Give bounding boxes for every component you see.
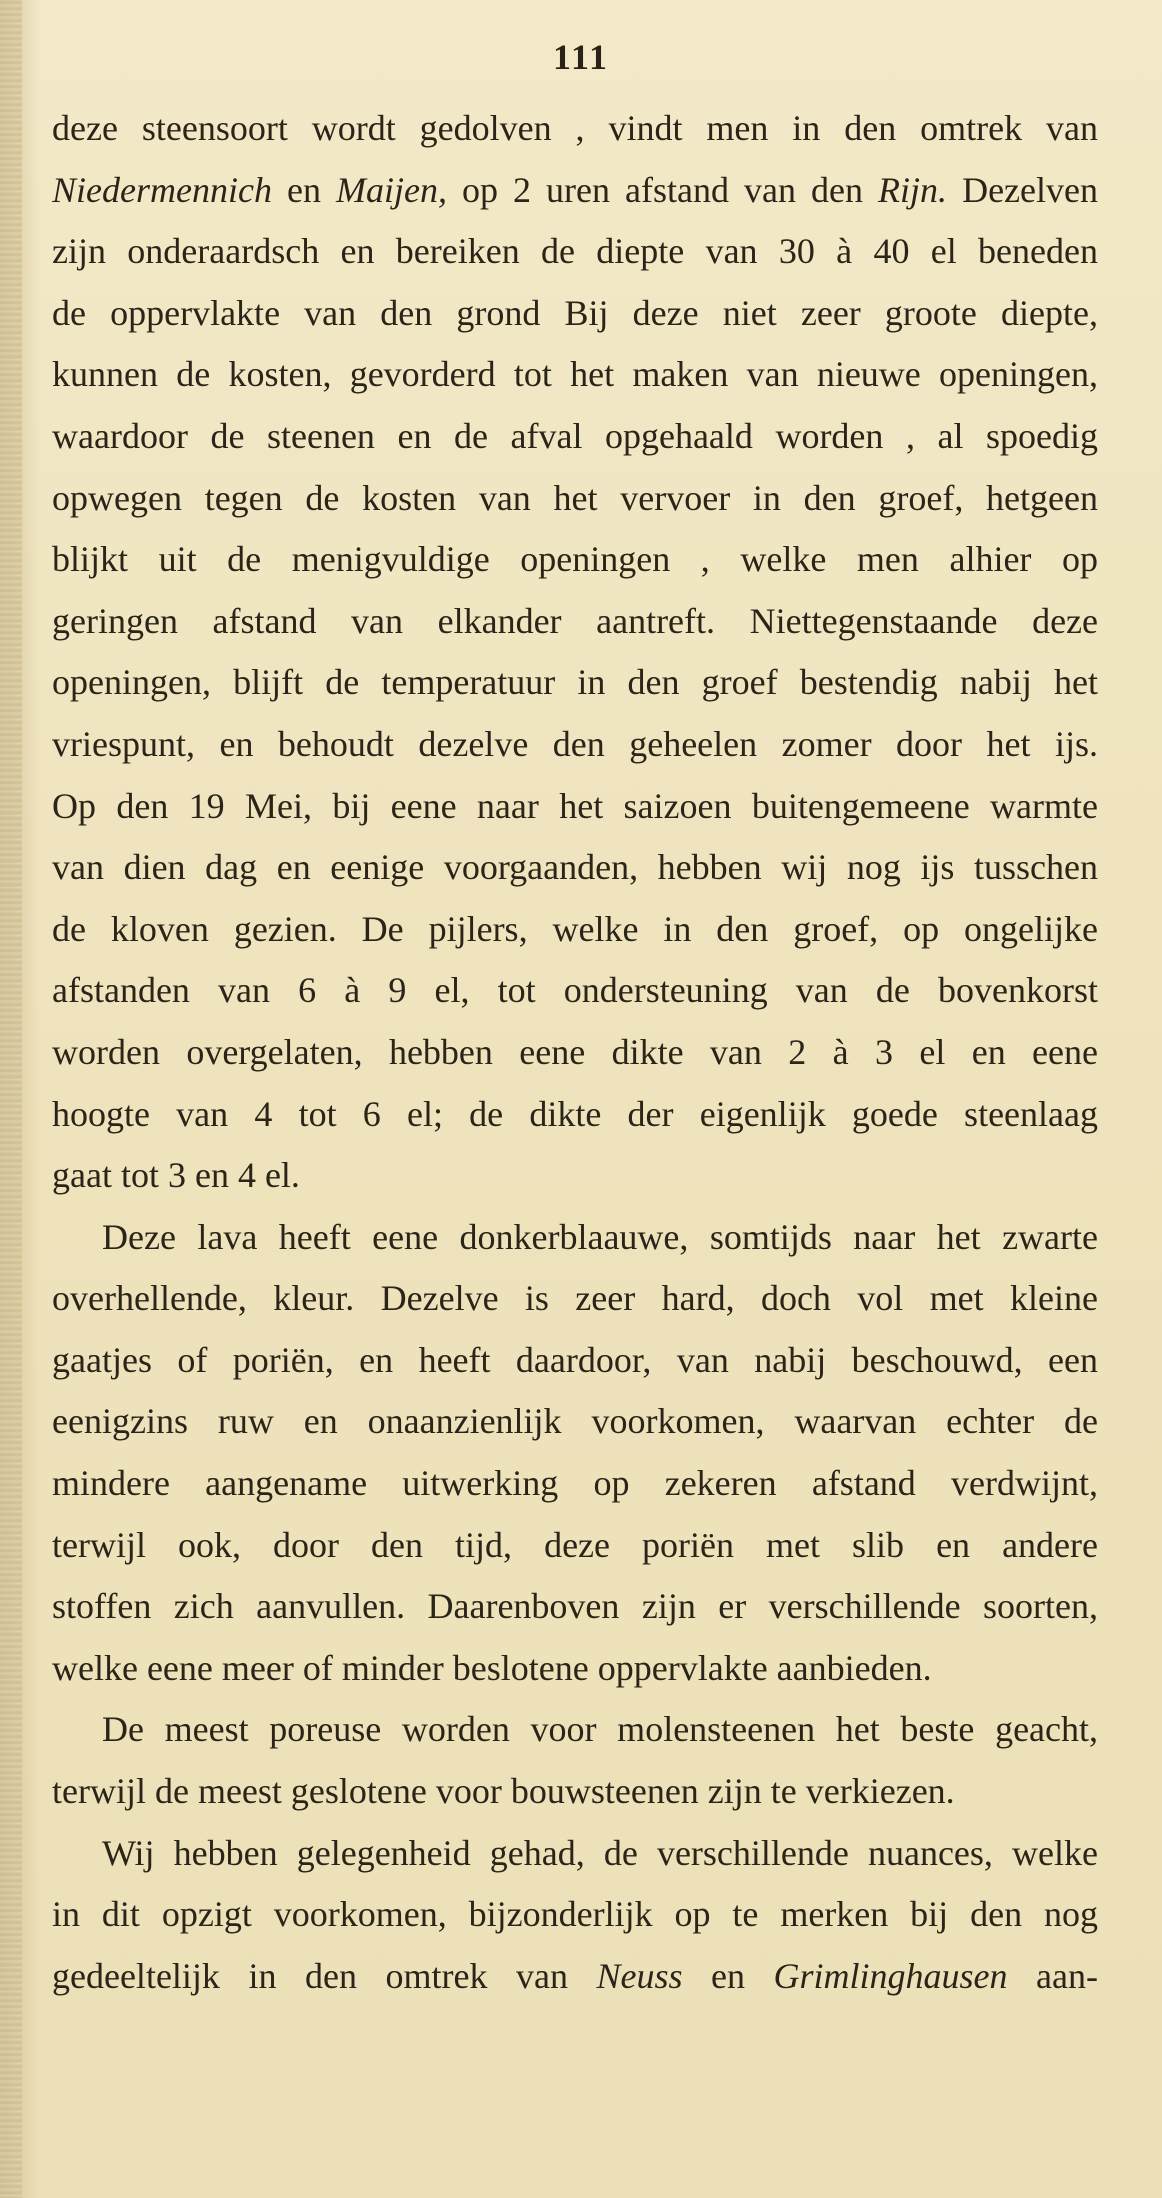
text-line — [52, 1145, 1098, 1207]
text-line — [52, 283, 1098, 345]
text-line — [52, 591, 1098, 653]
italic-text: Grimlinghausen — [773, 1955, 1008, 1996]
text-segment: terwijl de meest geslotene voor bouwsteenen zijn te verkiezen. — [52, 1771, 955, 1812]
text-segment: hoogte van 4 tot 6 el; de dikte der eigenlijk goede steenlaag — [52, 1093, 1098, 1134]
page-binding-edge — [0, 0, 22, 2198]
text-segment: zijn onderaardsch en bereiken de diepte van 30 à 40 el beneden — [52, 231, 1098, 272]
text-segment: deze steensoort wordt gedolven , vindt men in den omtrek van — [52, 108, 1098, 148]
text-segment: afstanden van 6 à 9 el, tot ondersteuning van de bovenkorst — [52, 970, 1098, 1011]
text-segment: en — [271, 169, 336, 210]
text-segment: eenigzins ruw en onaanzienlijk voorkomen, waarvan echter de — [52, 1401, 1098, 1442]
text-segment: overhellende, kleur. Dezelve is zeer hard, doch vol met kleine — [52, 1278, 1098, 1319]
text-segment: mindere aangename uitwerking op zekeren afstand verdwijnt, — [52, 1463, 1098, 1504]
text-line — [52, 1084, 1098, 1146]
text-segment: aan- — [1007, 1955, 1098, 1996]
text-line — [52, 468, 1098, 530]
text-segment: op 2 uren afstand van den — [446, 169, 879, 210]
text-line — [52, 1946, 1098, 2008]
text-line — [52, 1699, 1098, 1761]
text-segment: de kloven gezien. De pijlers, welke in den groef, op ongelijke — [52, 908, 1098, 949]
text-segment: kunnen de kosten, gevorderd tot het maken van nieuwe openingen, — [52, 354, 1098, 395]
text-segment: Dezelven — [947, 169, 1098, 210]
italic-text: Neuss — [596, 1955, 683, 1996]
text-segment: gaat tot 3 en 4 el. — [52, 1155, 300, 1196]
text-line — [52, 652, 1098, 714]
text-segment: De meest poreuse worden voor molensteenen het beste geacht, — [102, 1709, 1098, 1750]
body-text — [52, 98, 1098, 2007]
text-line — [52, 1515, 1098, 1577]
text-segment: welke eene meer of minder beslotene oppervlakte aanbieden. — [52, 1647, 932, 1688]
text-line — [52, 1207, 1098, 1269]
text-line — [52, 1268, 1098, 1330]
text-segment: worden overgelaten, hebben eene dikte van 2 à 3 el en eene — [52, 1031, 1098, 1072]
text-segment: gaatjes of poriën, en heeft daardoor, van nabij beschouwd, een — [52, 1339, 1098, 1380]
text-segment: van dien dag en eenige voorgaanden, hebben wij nog ijs tusschen — [52, 847, 1098, 888]
text-line — [52, 529, 1098, 591]
text-line — [52, 160, 1098, 222]
text-line — [52, 98, 1098, 160]
text-segment: in dit opzigt voorkomen, bijzonderlijk op te merken bij den nog — [52, 1894, 1098, 1935]
text-segment: vriespunt, en behoudt dezelve den geheelen zomer door het ijs. — [52, 723, 1098, 764]
text-line — [52, 1453, 1098, 1515]
text-line — [52, 1761, 1098, 1823]
italic-text: Rijn. — [878, 169, 948, 210]
text-line — [52, 1884, 1098, 1946]
italic-text: Niedermennich — [52, 169, 272, 210]
text-line — [52, 1823, 1098, 1885]
text-line — [52, 837, 1098, 899]
text-line — [52, 1391, 1098, 1453]
text-line — [52, 221, 1098, 283]
text-segment: terwijl ook, door den tijd, deze poriën met slib en andere — [52, 1524, 1098, 1565]
text-segment: en — [682, 1955, 774, 1996]
text-segment: Op den 19 Mei, bij eene naar het saizoen buitengemeene warmte — [52, 785, 1098, 826]
text-segment: stoffen zich aanvullen. Daarenboven zijn er verschillende soorten, — [52, 1586, 1098, 1627]
text-line — [52, 960, 1098, 1022]
text-line — [52, 776, 1098, 838]
text-segment: opwegen tegen de kosten van het vervoer in den groef, hetgeen — [52, 477, 1098, 518]
text-line — [52, 344, 1098, 406]
text-segment: openingen, blijft de temperatuur in den groef bestendig nabij het — [52, 662, 1098, 703]
text-segment: gedeeltelijk in den omtrek van — [52, 1955, 597, 1996]
text-segment: blijkt uit de menigvuldige openingen , welke men alhier op — [52, 539, 1098, 580]
text-segment: de oppervlakte van den grond Bij deze niet zeer groote diepte, — [52, 292, 1098, 333]
text-segment: geringen afstand van elkander aantreft. Niettegenstaande deze — [52, 600, 1098, 641]
text-segment: Wij hebben gelegenheid gehad, de verschillende nuances, welke — [102, 1832, 1098, 1873]
text-line — [52, 1576, 1098, 1638]
italic-text: Maijen, — [335, 169, 447, 210]
text-line — [52, 714, 1098, 776]
page-number: 111 — [552, 37, 610, 77]
text-line — [52, 1022, 1098, 1084]
text-line — [52, 406, 1098, 468]
text-segment: waardoor de steenen en de afval opgehaald worden , al spoedig — [52, 415, 1098, 456]
text-segment: Deze lava heeft eene donkerblaauwe, somtijds naar het zwarte — [102, 1216, 1098, 1257]
text-line — [52, 1330, 1098, 1392]
text-line — [52, 899, 1098, 961]
text-line — [52, 1638, 1098, 1700]
